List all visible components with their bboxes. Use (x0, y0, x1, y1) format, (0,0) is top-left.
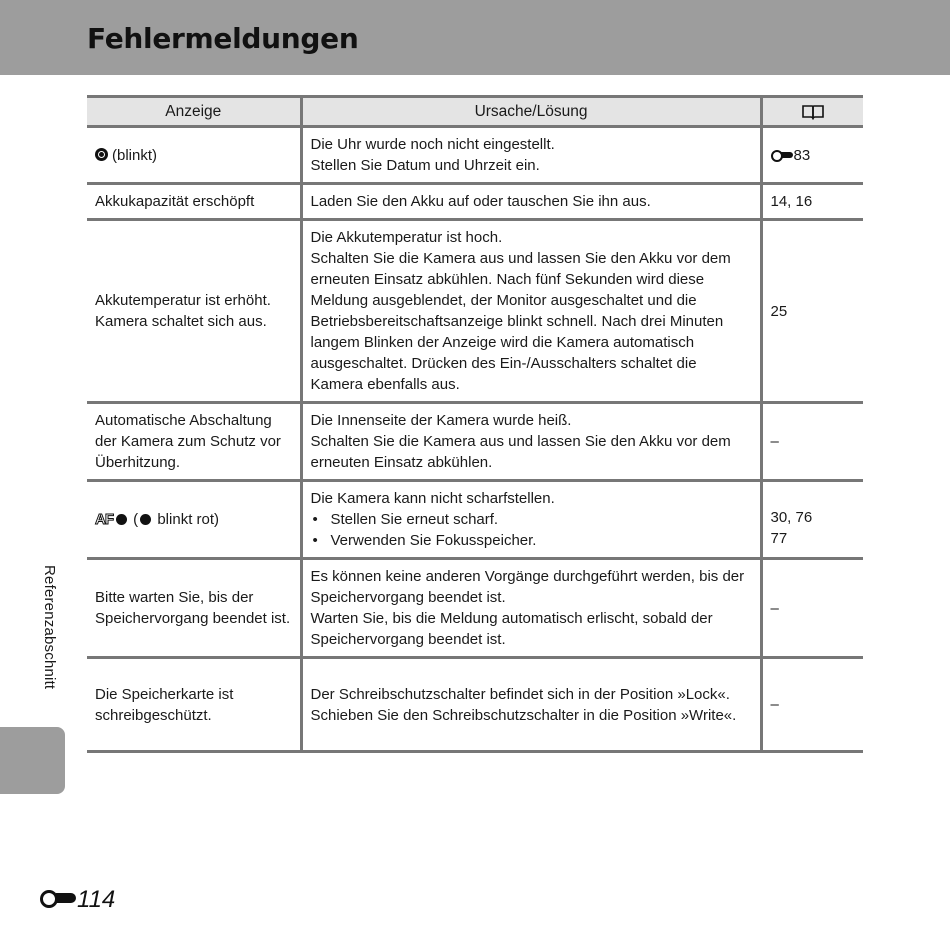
display-cell: Die Speicherkarte ist schreibgeschützt. (87, 658, 301, 752)
display-cell: Akkutemperatur ist erhöht. Kamera schaltet sich aus. (87, 220, 301, 403)
table-row (87, 658, 863, 752)
table-row (87, 184, 863, 220)
header-display: Anzeige (87, 97, 301, 127)
display-cell: AF ( blinkt rot) (87, 481, 301, 559)
reference-section-icon (771, 150, 793, 160)
header-page (761, 97, 863, 127)
cause-cell: Es können keine anderen Vorgänge durchgeführt werden, bis der Speichervorgang beendet ist. Warten Sie, bis die Meldung automatisch erlischt, sobald der Speichervorgang beendet ist. (301, 559, 761, 658)
table-row (87, 127, 863, 184)
ref-cell: – (761, 658, 863, 752)
display-cell: Automatische Abschaltung der Kamera zum Schutz vor Überhitzung. (87, 403, 301, 481)
ref-cell: 30, 76 77 (761, 481, 863, 559)
ref-cell: 83 (761, 127, 863, 184)
clock-icon (95, 148, 108, 161)
bullet-list (311, 509, 752, 551)
table-row (87, 559, 863, 658)
focus-indicator-icon (140, 514, 151, 525)
ref-cell: 14, 16 (761, 184, 863, 220)
ref-cell: 25 (761, 220, 863, 403)
af-icon: AF (95, 511, 113, 528)
section-tab (0, 727, 65, 794)
focus-indicator-icon (116, 514, 127, 525)
table-row (87, 481, 863, 559)
cause-cell: Laden Sie den Akku auf oder tauschen Sie ihn aus. (301, 184, 761, 220)
book-icon (801, 104, 825, 120)
table-header-row (87, 97, 863, 127)
section-label: Referenzabschnitt (41, 565, 58, 690)
cause-cell: Der Schreibschutzschalter befindet sich in der Position »Lock«. Schieben Sie den Schreibschutzschalter in die Position »Write«. (301, 658, 761, 752)
cause-cell: Die Kamera kann nicht scharfstellen. • Stellen Sie erneut scharf. • Verwenden Sie Fokusspeicher. (301, 481, 761, 559)
cause-cell: Die Innenseite der Kamera wurde heiß. Schalten Sie die Kamera aus und lassen Sie den Akku vor dem erneuten Einsatz abkühlen. (301, 403, 761, 481)
display-cell: (blinkt) (87, 127, 301, 184)
list-item: • Verwenden Sie Fokusspeicher. (311, 530, 752, 551)
cause-cell: Die Akkutemperatur ist hoch. Schalten Sie die Kamera aus und lassen Sie den Akku vor dem erneuten Einsatz abkühlen. Nach fünf Sekunden wird diese Meldung ausgeblendet, der Monitor ausgeschaltet und die Betriebsbereitschaftsanzeige blinkt schnell. Nach drei Minuten langem Blinken der Anzeige wird die Kamera automatisch ausgeschaltet. Drücken des Ein-/Ausschalters schaltet die Kamera ebenfalls aus. (301, 220, 761, 403)
page-header (0, 0, 950, 75)
header-cause: Ursache/Lösung (301, 97, 761, 127)
ref-cell: – (761, 559, 863, 658)
ref-cell: – (761, 403, 863, 481)
display-cell: Akkukapazität erschöpft (87, 184, 301, 220)
page-number: 114 (40, 886, 115, 914)
cause-cell: Die Uhr wurde noch nicht eingestellt. Stellen Sie Datum und Uhrzeit ein. (301, 127, 761, 184)
table-row (87, 403, 863, 481)
reference-section-icon (40, 890, 76, 906)
error-messages-table (87, 95, 863, 753)
table-row (87, 220, 863, 403)
list-item: • Stellen Sie erneut scharf. (311, 509, 752, 530)
page-title: Fehlermeldungen (87, 22, 359, 55)
display-cell: Bitte warten Sie, bis der Speichervorgang beendet ist. (87, 559, 301, 658)
